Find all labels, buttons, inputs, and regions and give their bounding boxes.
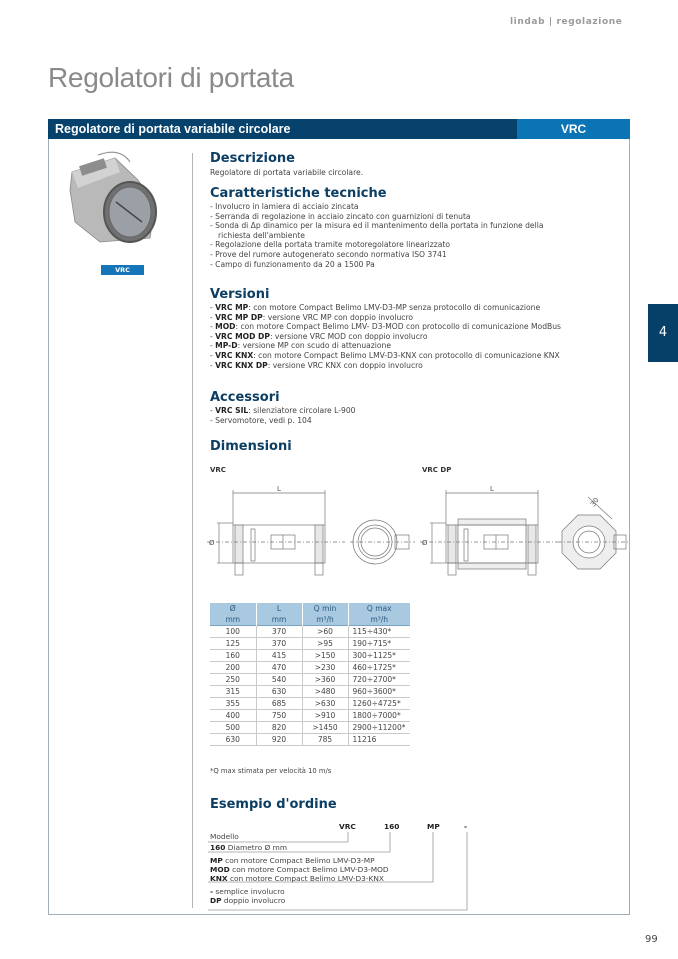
list-item: - VRC MOD DP: versione VRC MOD con doppio involucro [210,331,428,341]
unit-header: mm [225,615,241,624]
unit-header: m³/h [302,614,348,626]
list-item: - VRC SIL: silenziatore circolare L-900 [210,406,356,415]
order-modello-label: Modello [210,832,239,841]
table-footnote: *Q max stimata per velocità 10 m/s [210,767,332,775]
page-number: 99 [645,934,658,945]
page-title: Regolatori di portata [48,62,294,93]
vrc-technical-drawing [205,485,415,580]
list-item: - MOD: con motore Compact Belimo LMV- D3-MOD con protocollo di comunicazione ModBus [210,322,562,332]
vrc-dp-technical-drawing [418,485,630,580]
table-row: 200 470 >230 460÷1725* [210,662,410,674]
list-item: - Serranda di regolazione in acciaio zincato con guarnizioni di tenuta [210,211,471,221]
order-code-casing: - [464,822,468,831]
dim-diameter-label: Ø [422,539,428,547]
table-row: 630 920 785 11216 [210,734,410,746]
table-row: 315 630 >480 960÷3600* [210,686,410,698]
list-item: KNX con motore Compact Belimo LMV-D3-KNX [210,874,384,883]
section-heading-esempio: Esempio d'ordine [210,797,337,812]
section-heading-dimensioni: Dimensioni [210,439,292,454]
list-item: DP doppio involucro [210,896,286,905]
dimensions-table-wrapper [210,603,410,746]
table-row: 355 685 >630 1260÷4725* [210,698,410,710]
column-header: L [256,603,302,614]
list-item: - Campo di funzionamento da 20 a 1500 Pa [210,259,375,269]
unit-header: m³/h [348,614,410,626]
list-item: - Regolazione della portata tramite motoregolatore linearizzato [210,240,451,250]
list-item: - VRC KNX: con motore Compact Belimo LMV-D3-KNX con protocollo di comunicazione KNX [210,350,560,360]
column-header: Q min [302,603,348,614]
section-heading-versioni: Versioni [210,287,270,302]
section-heading-caratteristiche: Caratteristiche tecniche [210,186,387,201]
versioni-list [210,303,561,370]
table-row: 125 370 >95 190÷715* [210,638,410,650]
list-item: - Sonda di Δp dinamico per la misura ed il mantenimento della portata in funzione della [210,221,544,231]
caratteristiche-list [210,202,543,269]
list-item: - Servomotore, vedi p. 104 [210,415,312,425]
column-header: Q max [348,603,410,614]
order-code-motor: MP [427,822,440,831]
list-item: - Prove del rumore autogenerato secondo normativa ISO 3741 [210,249,447,259]
order-diameter-desc: 160 Diametro Ø mm [210,843,288,852]
list-item: - VRC MP: con motore Compact Belimo LMV-D3-MP senza protocollo di comunicazione [210,303,541,312]
list-item: MP con motore Compact Belimo LMV-D3-MP [210,856,375,865]
list-item: - Involucro in lamiera di acciaio zincata [210,202,359,211]
product-title-bar [48,119,630,139]
chapter-tab: 4 [648,304,678,362]
dim-30-label: 30 [589,496,601,509]
list-item: - VRC KNX DP: versione VRC KNX con doppio involucro [210,360,423,370]
order-code-model: VRC [339,822,356,831]
list-item: MOD con motore Compact Belimo LMV-D3-MOD [210,865,389,874]
table-row: 250 540 >360 720÷2700* [210,674,410,686]
dimensions-table [210,603,410,746]
unit-header: mm [256,614,302,626]
brand-header: lindab | regolazione [510,17,623,27]
dim-l-label: L [490,485,494,493]
list-item: richiesta dell'ambiente [218,230,305,240]
drawing-label-vrc-dp: VRC DP [422,466,452,474]
product-image [60,150,170,255]
table-row: 100 370 >60 115÷430* [210,626,410,638]
list-item: - VRC MP DP: versione VRC MP con doppio involucro [210,312,414,322]
table-row: 160 415 >150 300÷1125* [210,650,410,662]
column-divider [192,153,193,908]
table-row: 500 820 >1450 2900÷11200* [210,722,410,734]
list-item: - MP-D: versione MP con scudo di attenuazione [210,341,392,351]
descrizione-text: Regolatore di portata variabile circolare. [210,168,364,177]
product-title: Regolatore di portata variabile circolare [55,122,291,136]
order-casing-list [210,887,285,905]
dim-l-label: L [277,485,281,493]
dim-diameter-label: Ø [209,539,215,547]
table-row: 400 750 >910 1800÷7000* [210,710,410,722]
order-motor-list [210,856,389,883]
section-heading-accessori: Accessori [210,390,280,405]
list-item: - semplice involucro [210,887,285,896]
product-badge: VRC [101,265,144,275]
order-code-diameter: 160 [384,822,400,831]
product-code: VRC [517,119,630,139]
column-header: Ø [229,604,236,613]
accessori-list [210,406,355,425]
drawing-label-vrc: VRC [210,466,226,474]
section-heading-descrizione: Descrizione [210,151,295,166]
